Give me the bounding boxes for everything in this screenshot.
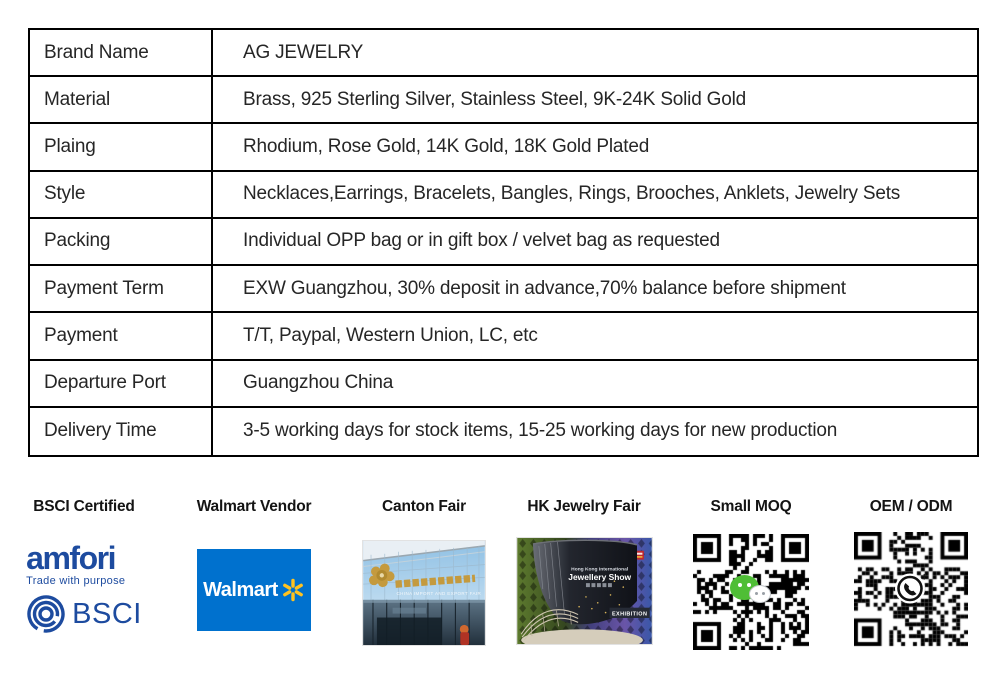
svg-text:+: + bbox=[921, 571, 928, 584]
hk-exhibition-text: EXHIBITION bbox=[611, 611, 647, 618]
badge-label: Small MOQ bbox=[710, 498, 792, 515]
row-label: Style bbox=[30, 172, 213, 217]
badge-canton-fair bbox=[350, 498, 498, 668]
row-value: Rhodium, Rose Gold, 14K Gold, 18K Gold Plated bbox=[243, 136, 650, 158]
hk-sign-line2: Jewellery Show bbox=[567, 572, 631, 583]
hk-jewelry-fair-photo bbox=[516, 537, 653, 645]
row-value: Guangzhou China bbox=[243, 372, 394, 394]
bsci-spiral-icon bbox=[26, 594, 66, 634]
table-row bbox=[30, 266, 977, 313]
row-label: Plaing bbox=[30, 124, 213, 169]
row-label: Departure Port bbox=[30, 361, 213, 406]
row-label: Payment bbox=[30, 313, 213, 358]
table-row bbox=[30, 124, 977, 171]
walmart-wordmark: Walmart bbox=[203, 578, 278, 601]
row-value: 3-5 working days for stock items, 15-25 working days for new production bbox=[243, 420, 838, 442]
badge-bsci-certified bbox=[10, 498, 158, 668]
canton-red-figure bbox=[460, 625, 469, 645]
row-value: Brass, 925 Sterling Silver, Stainless Steel, 9K-24K Solid Gold bbox=[243, 88, 746, 110]
badge-hk-jewelry-fair bbox=[510, 498, 658, 668]
canton-sign-en: CHINA IMPORT AND EXPORT FAIR bbox=[396, 590, 482, 596]
row-value: AG JEWELRY bbox=[243, 41, 364, 63]
badge-small-moq bbox=[677, 498, 825, 668]
row-label: Payment Term bbox=[30, 266, 213, 311]
wechat-qr-code bbox=[693, 534, 809, 650]
table-row bbox=[30, 172, 977, 219]
amfori-wordmark: amfori bbox=[26, 540, 115, 576]
table-row bbox=[30, 77, 977, 124]
table-row bbox=[30, 313, 977, 360]
table-row bbox=[30, 408, 977, 455]
row-value: EXW Guangzhou, 30% deposit in advance,70% balance before shipment bbox=[243, 277, 846, 299]
table-row bbox=[30, 30, 977, 77]
walmart-spark-icon bbox=[281, 578, 305, 602]
amfori-bsci-logo bbox=[26, 540, 142, 634]
amfori-tagline: Trade with purpose bbox=[26, 575, 126, 588]
badge-label: Canton Fair bbox=[382, 498, 466, 515]
row-label: Packing bbox=[30, 219, 213, 264]
row-label: Delivery Time bbox=[30, 408, 213, 455]
badge-label: OEM / ODM bbox=[869, 498, 953, 515]
walmart-logo bbox=[197, 549, 311, 631]
row-value: Necklaces,Earrings, Bracelets, Bangles, Rings, Brooches, Anklets, Jewelry Sets bbox=[243, 183, 901, 205]
whatsapp-icon bbox=[891, 568, 931, 608]
row-value: T/T, Paypal, Western Union, LC, etc bbox=[243, 324, 538, 346]
table-row bbox=[30, 219, 977, 266]
table-row bbox=[30, 361, 977, 408]
row-label: Brand Name bbox=[30, 30, 213, 75]
whatsapp-qr-code bbox=[854, 532, 968, 648]
wechat-icon bbox=[728, 573, 774, 611]
badge-label: Walmart Vendor bbox=[196, 498, 312, 515]
row-label: Material bbox=[30, 77, 213, 122]
canton-fair-photo bbox=[362, 540, 486, 646]
badge-oem-odm bbox=[837, 498, 985, 668]
badge-walmart-vendor bbox=[180, 498, 328, 668]
badge-label: HK Jewelry Fair bbox=[527, 498, 641, 515]
product-spec-table bbox=[28, 28, 979, 457]
bsci-wordmark: BSCI bbox=[72, 597, 142, 630]
badge-label: BSCI Certified bbox=[33, 498, 135, 515]
row-value: Individual OPP bag or in gift box / velvet bag as requested bbox=[243, 230, 720, 252]
hk-sign-line1: Hong Kong International bbox=[570, 567, 628, 573]
